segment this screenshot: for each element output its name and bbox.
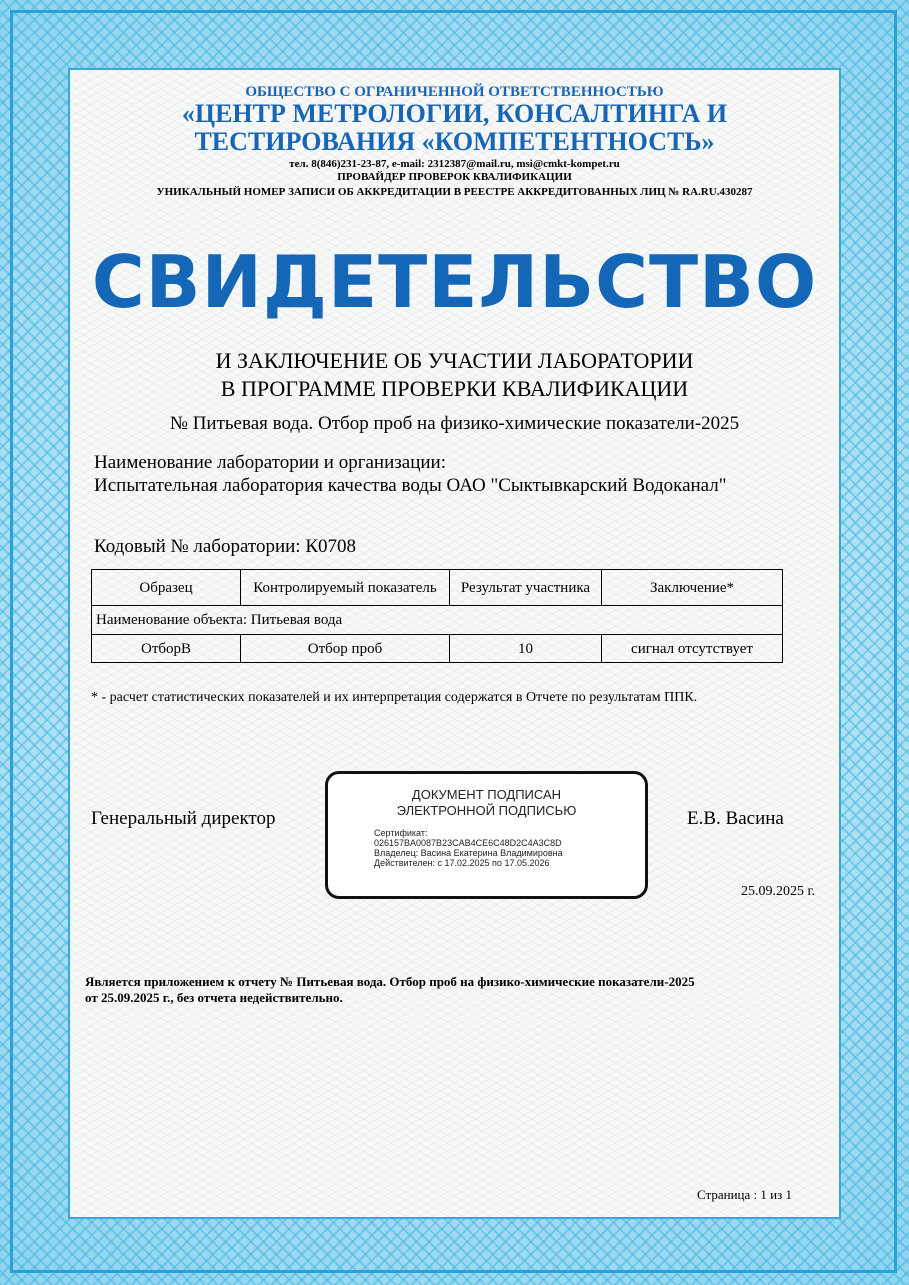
cell-indicator: Отбор проб xyxy=(241,635,450,663)
cell-conclusion: сигнал отсутствует xyxy=(602,635,783,663)
stamp-title-line2: ЭЛЕКТРОННОЙ ПОДПИСЬЮ xyxy=(396,803,577,818)
page-number: Страница : 1 из 1 xyxy=(697,1187,792,1202)
cell-sample: ОтборВ xyxy=(92,635,241,663)
stamp-cert-number: 026157BA0087B23CAB4CE6C48D2C4A3C8D xyxy=(374,838,562,848)
lab-name-label: Наименование лаборатории и организации: xyxy=(94,452,446,473)
org-type: ОБЩЕСТВО С ОГРАНИЧЕННОЙ ОТВЕТСТВЕННОСТЬЮ xyxy=(245,84,664,100)
stamp-cert-label: Сертификат: xyxy=(374,828,428,838)
header-sample: Образец xyxy=(92,570,241,606)
org-name-line1: «ЦЕНТР МЕТРОЛОГИИ, КОНСАЛТИНГА И xyxy=(181,99,728,128)
electronic-signature-stamp xyxy=(325,771,648,899)
signer-name: Е.В. Васина xyxy=(687,808,784,829)
subtitle-line1: И ЗАКЛЮЧЕНИЕ ОБ УЧАСТИИ ЛАБОРАТОРИИ xyxy=(215,348,694,373)
signer-position: Генеральный директор xyxy=(91,808,276,829)
provider-label: ПРОВАЙДЕР ПРОВЕРОК КВАЛИФИКАЦИИ xyxy=(337,171,572,183)
subtitle xyxy=(0,347,909,403)
header-result: Результат участника xyxy=(450,570,602,606)
results-table xyxy=(91,569,783,663)
signature-date: 25.09.2025 г. xyxy=(741,884,816,899)
org-name xyxy=(0,100,909,156)
table-header-row xyxy=(92,570,783,606)
stamp-title-line1: ДОКУМЕНТ ПОДПИСАН xyxy=(411,787,562,802)
stamp-owner: Владелец: Васина Екатерина Владимировна xyxy=(374,848,563,858)
lab-code: Кодовый № лаборатории: К0708 xyxy=(94,536,356,557)
appendix-note-line2: от 25.09.2025 г., без отчета недействительно. xyxy=(85,990,343,1005)
accreditation-number: УНИКАЛЬНЫЙ НОМЕР ЗАПИСИ ОБ АККРЕДИТАЦИИ В РЕЕСТРЕ АККРЕДИТОВАННЫХ ЛИЦ № RA.RU.430287 xyxy=(156,186,753,198)
object-row xyxy=(92,606,783,635)
program-name: № Питьевая вода. Отбор проб на физико-химические показатели-2025 xyxy=(169,413,740,434)
footnote: * - расчет статистических показателей и их интерпретация содержатся в Отчете по результатам ППК. xyxy=(91,690,698,705)
appendix-note-line1: Является приложением к отчету № Питьевая вода. Отбор проб на физико-химические показатели-2025 xyxy=(85,974,695,989)
stamp-valid: Действителен: с 17.02.2025 по 17.05.2026 xyxy=(374,858,550,868)
table-row xyxy=(92,635,783,663)
org-name-line2: ТЕСТИРОВАНИЯ «КОМПЕТЕНТНОСТЬ» xyxy=(194,127,715,156)
object-name: Наименование объекта: Питьевая вода xyxy=(92,606,783,635)
lab-name-value: Испытательная лаборатория качества воды ОАО "Сыктывкарский Водоканал" xyxy=(94,475,727,496)
cell-result: 10 xyxy=(450,635,602,663)
contacts: тел. 8(846)231-23-87, e-mail: 2312387@mail.ru, msi@cmkt-kompet.ru xyxy=(289,158,620,170)
document-title: СВИДЕТЕЛЬСТВО xyxy=(91,240,818,324)
header-indicator: Контролируемый показатель xyxy=(241,570,450,606)
header-conclusion: Заключение* xyxy=(602,570,783,606)
subtitle-line2: В ПРОГРАММЕ ПРОВЕРКИ КВАЛИФИКАЦИИ xyxy=(220,376,689,401)
appendix-note xyxy=(85,974,815,1006)
